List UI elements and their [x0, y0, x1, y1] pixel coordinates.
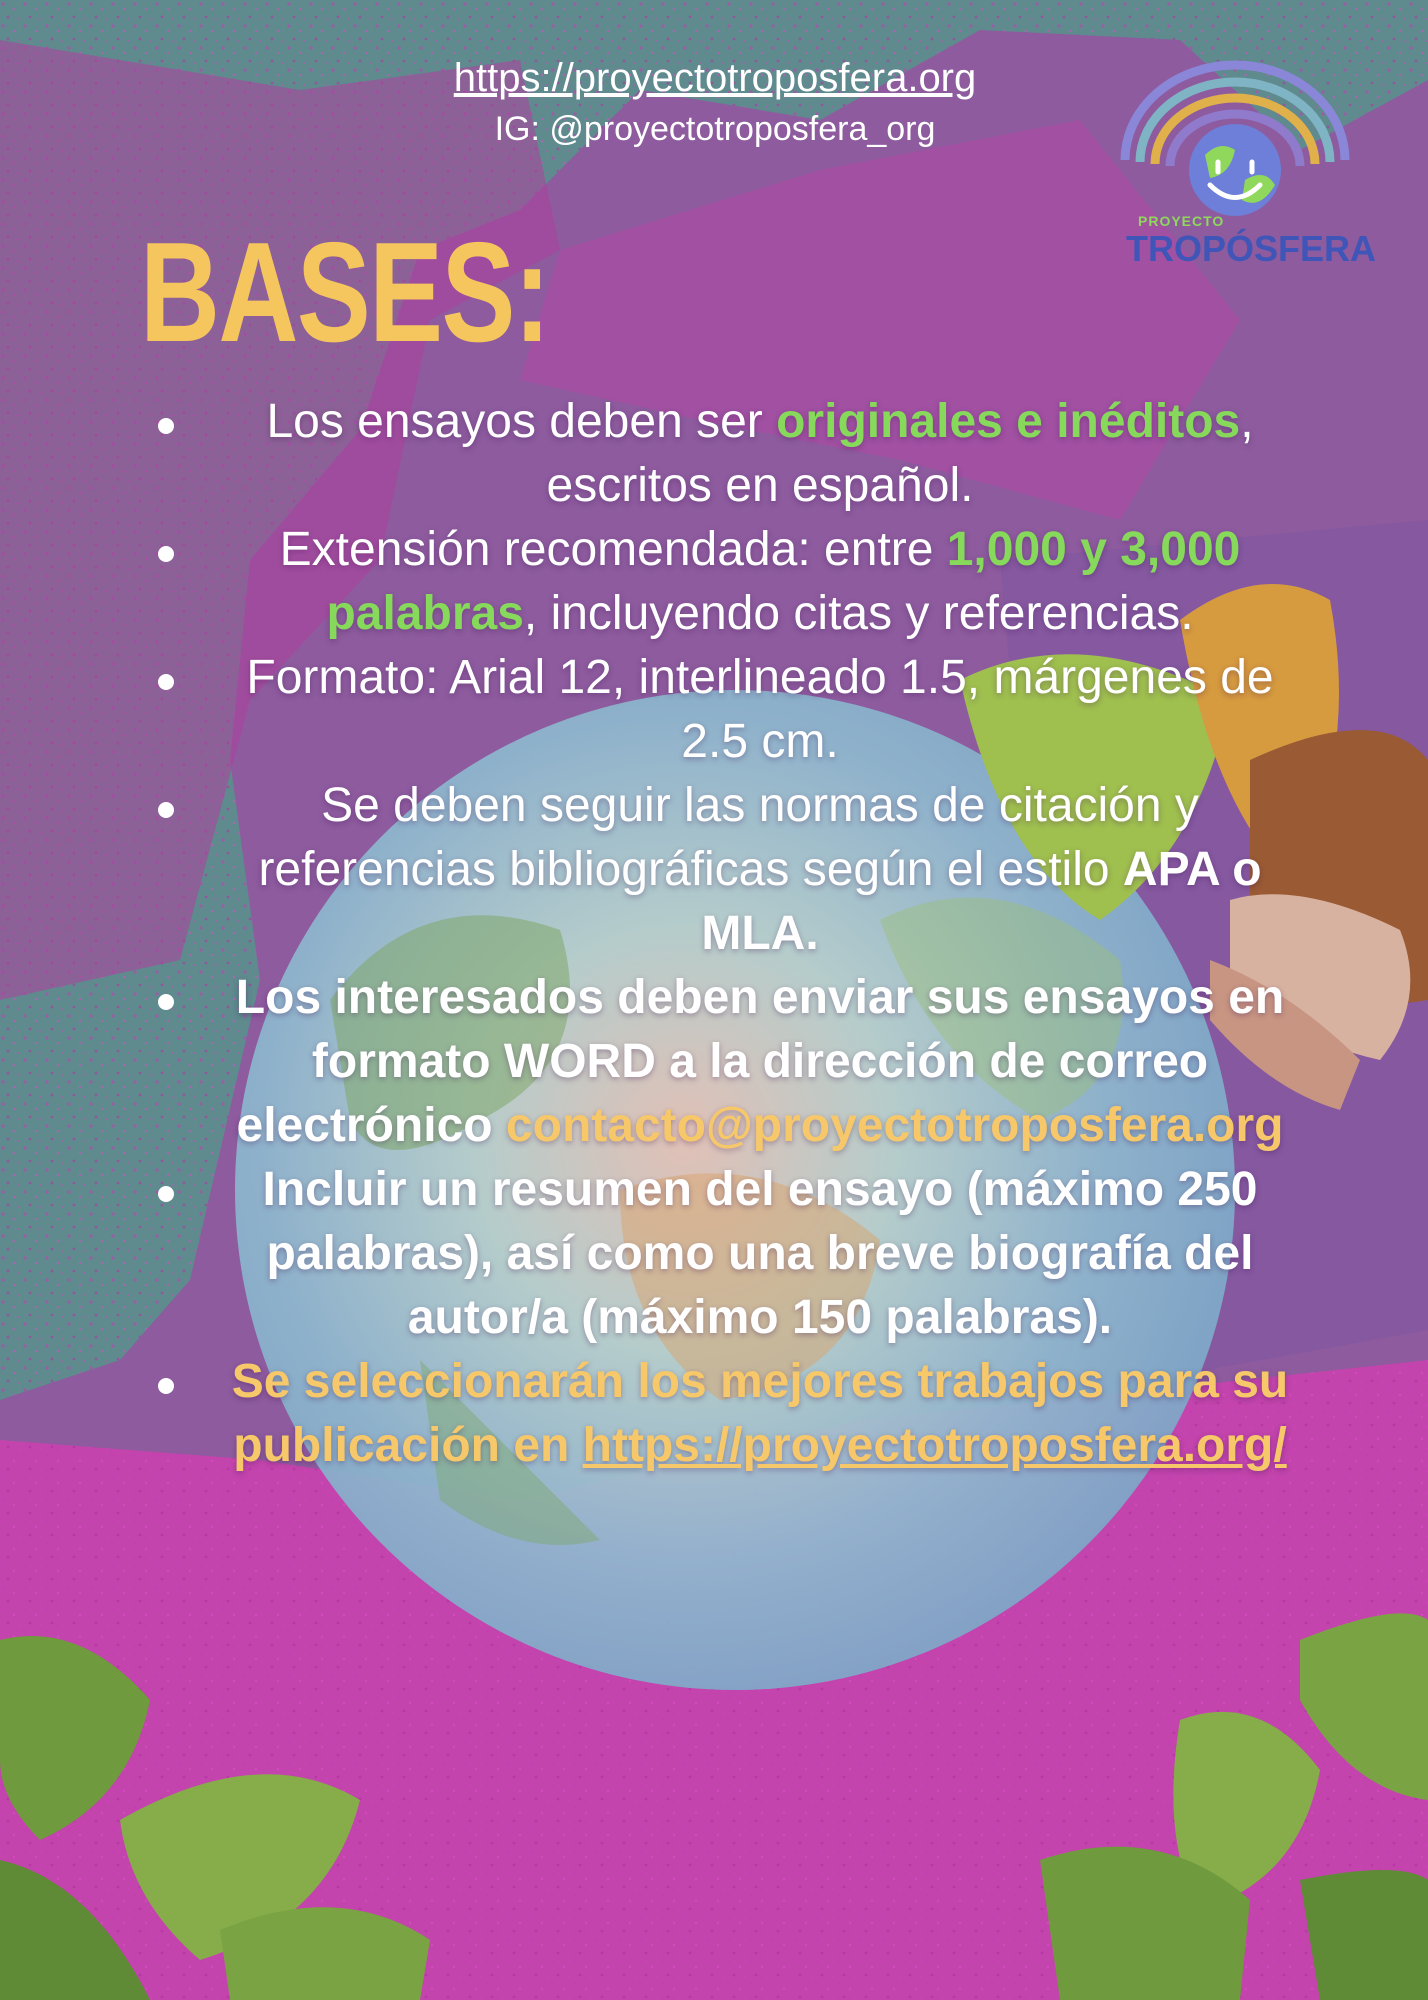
- bullet-icon: [158, 1378, 174, 1394]
- rule-item: [150, 774, 1340, 966]
- rules-list: [150, 390, 1340, 1478]
- instagram-handle: IG: @proyectotroposfera_org: [494, 110, 936, 148]
- website-link[interactable]: https://proyectotroposfera.org: [453, 56, 977, 100]
- rule-item: [150, 646, 1340, 774]
- rule-text: Se deben seguir las normas de citación y referencias bibliográficas según el estilo: [258, 779, 1199, 896]
- rule-text: Formato: Arial 12, interlineado 1.5, márgenes de 2.5 cm.: [246, 651, 1274, 768]
- rule-item: [150, 518, 1340, 646]
- rule-item: [150, 390, 1340, 518]
- header-links: [280, 50, 1150, 152]
- rule-text: Extensión recomendada: entre: [279, 523, 947, 576]
- bullet-icon: [158, 994, 174, 1010]
- bullet-icon: [158, 418, 174, 434]
- rule-text: , escritos en español.: [546, 395, 1254, 512]
- bullet-icon: [158, 1186, 174, 1202]
- rule-text: Incluir un resumen del ensayo (máximo 250 palabras), así como una breve biografía del autor/a (máximo 150 palabras).: [262, 1163, 1258, 1344]
- bullet-icon: [158, 546, 174, 562]
- logo-big-text: TROPÓSFERA: [1126, 228, 1377, 269]
- rule-text: Los interesados deben enviar sus ensayos en formato WORD a la dirección de correo electrónico: [235, 971, 1285, 1152]
- rule-text: Los ensayos deben ser: [266, 395, 777, 448]
- rule-text: Se seleccionarán los mejores trabajos para su publicación en: [231, 1355, 1289, 1472]
- email-link[interactable]: contacto@proyectotroposfera.org: [505, 1099, 1284, 1152]
- rule-highlight: 1,000 y 3,000 palabras: [326, 523, 1241, 640]
- bullet-icon: [158, 802, 174, 818]
- rule-item: [150, 966, 1340, 1158]
- rule-item: [150, 1158, 1340, 1350]
- page-title: BASES:: [140, 213, 550, 372]
- rule-highlight: originales e inéditos: [776, 395, 1241, 448]
- rule-text: , incluyendo citas y referencias.: [523, 587, 1194, 640]
- rule-item: [150, 1350, 1340, 1478]
- logo-small-text: PROYECTO: [1138, 213, 1225, 229]
- rule-bold: APA o MLA.: [701, 843, 1262, 960]
- publication-link[interactable]: https://proyectotroposfera.org/: [582, 1419, 1287, 1472]
- bullet-icon: [158, 674, 174, 690]
